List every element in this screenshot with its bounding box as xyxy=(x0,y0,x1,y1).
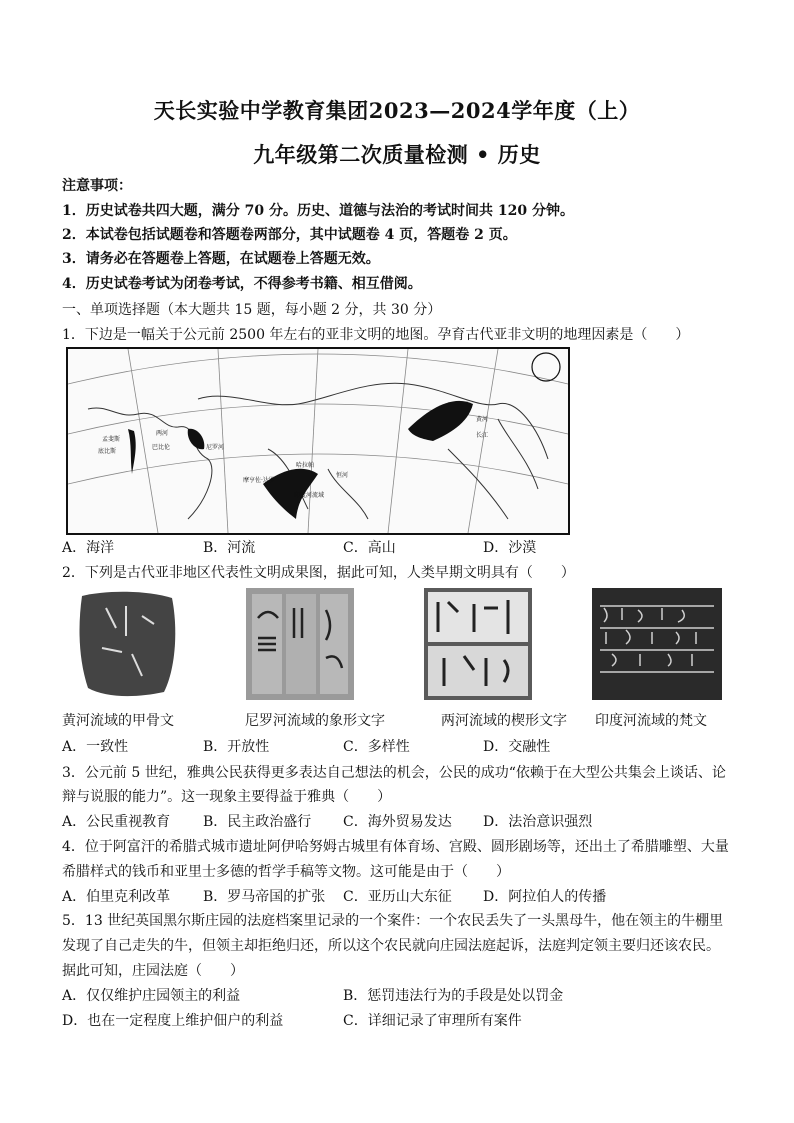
notice-item-1: 1．历史试卷共四大题，满分 70 分。历史、道德与法治的考试时间共 120 分钟。 xyxy=(62,203,574,219)
q2-option-b[interactable]: B．开放性 xyxy=(203,739,270,755)
oracle-bone-image xyxy=(76,588,180,700)
q3-option-a[interactable]: A．公民重视教育 xyxy=(62,814,171,830)
q5-option-a[interactable]: A．仅仅维护庄园领主的利益 xyxy=(62,988,241,1004)
notice-item-2: 2．本试卷包括试题卷和答题卷两部分，其中试题卷 4 页，答题卷 2 页。 xyxy=(62,227,517,243)
sanskrit-illustration xyxy=(592,588,722,700)
q1-option-d[interactable]: D．沙漠 xyxy=(483,540,537,556)
question-4-stem-line1: 4．位于阿富汗的希腊式城市遗址阿伊哈努姆古城里有体育场、宫殿、圆形剧场等，还出土了希腊雕塑、大量 xyxy=(62,839,729,855)
caption-hieroglyph: 尼罗河流域的象形文字 xyxy=(245,713,385,729)
question-5-stem-line1: 5．13 世纪英国黑尔斯庄园的法庭档案里记录的一个案件：一个农民丢失了一头黑母牛，他在领主的牛棚里 xyxy=(62,913,724,929)
map-illustration xyxy=(68,349,568,533)
map-label: 尼罗河 xyxy=(206,444,225,451)
nile-region xyxy=(128,429,136,474)
q5-option-d[interactable]: D．也在一定程度上维护佃户的利益 xyxy=(62,1013,284,1029)
caption-oracle-bone: 黄河流域的甲骨文 xyxy=(62,713,174,729)
oracle-bone-illustration xyxy=(76,588,180,700)
map-label: 两河 xyxy=(156,430,169,437)
cuneiform-illustration xyxy=(424,588,532,700)
map-label: 黄河 xyxy=(476,416,489,423)
notice-item-3: 3．请务必在答题卷上答题，在试题卷上答题无效。 xyxy=(62,251,380,267)
question-3-stem-line1: 3．公元前 5 世纪，雅典公民获得更多表达自己想法的机会，公民的成功“依赖于在大型公共集会上谈话、论 xyxy=(62,765,726,781)
asia-africa-civilization-map xyxy=(66,347,570,535)
question-1-stem: 1．下边是一幅关于公元前 2500 年左右的亚非文明的地图。孕育古代亚非文明的地理因素是（ ） xyxy=(62,327,690,343)
q5-option-c[interactable]: C．详细记录了审理所有案件 xyxy=(343,1013,522,1029)
notice-item-4: 4．历史试卷考试为闭卷考试，不得参考书籍、相互借阅。 xyxy=(62,276,422,292)
notice-heading: 注意事项： xyxy=(62,178,132,194)
q1-option-b[interactable]: B．河流 xyxy=(203,540,256,556)
q4-option-b[interactable]: B．罗马帝国的扩张 xyxy=(203,889,326,905)
cuneiform-image xyxy=(424,588,532,700)
hieroglyph-illustration xyxy=(246,588,354,700)
q2-option-d[interactable]: D．交融性 xyxy=(483,739,551,755)
section-heading: 一、单项选择题（本大题共 15 题，每小题 2 分，共 30 分） xyxy=(62,302,442,318)
q3-option-d[interactable]: D．法治意识强烈 xyxy=(483,814,593,830)
map-label: 摩亨佐·达罗 xyxy=(243,477,275,484)
exam-title-line1: 天长实验中学教育集团2023—2024学年度（上） xyxy=(153,98,641,123)
map-label: 巴比伦 xyxy=(152,444,171,451)
q2-option-c[interactable]: C．多样性 xyxy=(343,739,410,755)
q4-option-c[interactable]: C．亚历山大东征 xyxy=(343,889,452,905)
q4-option-a[interactable]: A．伯里克利改革 xyxy=(62,889,171,905)
map-label: 底比斯 xyxy=(98,448,117,455)
yellow-river-region xyxy=(408,401,473,441)
sanskrit-image xyxy=(592,588,722,700)
caption-cuneiform: 两河流域的楔形文字 xyxy=(441,713,567,729)
hieroglyph-image xyxy=(246,588,354,700)
q1-option-c[interactable]: C．高山 xyxy=(343,540,396,556)
map-label: 孟斐斯 xyxy=(102,436,121,443)
map-label: 长江 xyxy=(476,432,489,439)
question-5-stem-line2: 发现了自己走失的牛，但领主却拒绝归还，所以这个农民就向庄园法庭起诉，法庭判定领主要归还该农民。 xyxy=(62,938,720,954)
globe-icon xyxy=(532,353,560,381)
map-label: 哈拉帕 xyxy=(296,462,315,469)
exam-title-line2: 九年级第二次质量检测 • 历史 xyxy=(253,142,541,167)
map-label: 恒河 xyxy=(336,472,349,479)
q1-option-a[interactable]: A．海洋 xyxy=(62,540,115,556)
question-5-stem-line3: 据此可知，庄园法庭（ ） xyxy=(62,963,244,979)
caption-sanskrit: 印度河流域的梵文 xyxy=(595,713,707,729)
question-4-stem-line2: 希腊样式的钱币和亚里士多德的哲学手稿等文物。这可能是由于（ ） xyxy=(62,864,510,880)
mesopotamia-region xyxy=(188,429,205,449)
graticule-lines xyxy=(68,349,568,533)
q3-option-c[interactable]: C．海外贸易发达 xyxy=(343,814,452,830)
q2-option-a[interactable]: A．一致性 xyxy=(62,739,129,755)
map-label: 印度河流域 xyxy=(294,492,325,499)
q4-option-d[interactable]: D．阿拉伯人的传播 xyxy=(483,889,607,905)
civilization-regions xyxy=(128,401,473,519)
question-2-stem: 2．下列是古代亚非地区代表性文明成果图，据此可知，人类早期文明具有（ ） xyxy=(62,565,575,581)
q3-option-b[interactable]: B．民主政治盛行 xyxy=(203,814,312,830)
question-3-stem-line2: 辩与说服的能力”。这一现象主要得益于雅典（ ） xyxy=(62,789,392,805)
q5-option-b[interactable]: B．惩罚违法行为的手段是处以罚金 xyxy=(343,988,564,1004)
